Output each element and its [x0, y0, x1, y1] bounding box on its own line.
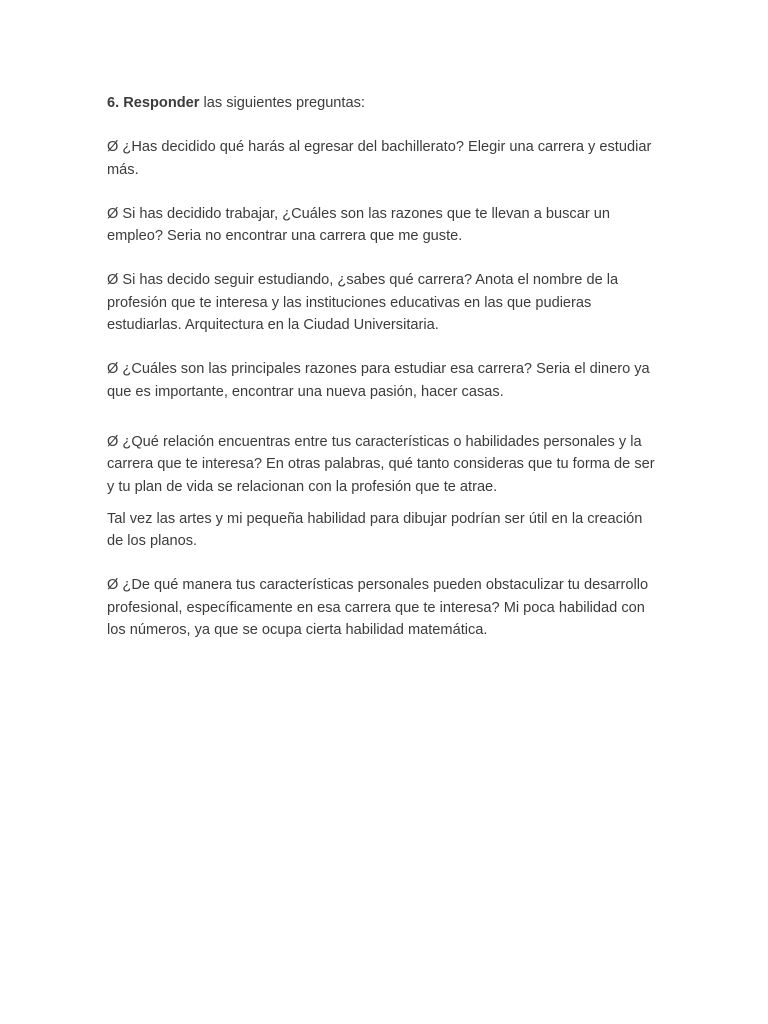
- answer-paragraph-5: Tal vez las artes y mi pequeña habilidad para dibujar podrían ser útil en la creación de los planos.: [107, 510, 643, 550]
- question-paragraph-5: Ø ¿Qué relación encuentras entre tus características o habilidades personales y la carrera que te interesa? En otras palabras, qué tanto consideras que tu forma de ser y tu plan de vida se relacionan con la profesión que te atrae.: [107, 433, 655, 495]
- heading-text: las siguientes preguntas:: [199, 95, 365, 111]
- section-heading: [107, 92, 659, 114]
- document-page: [107, 92, 659, 641]
- heading-number: 6. Responder: [107, 95, 200, 111]
- question-paragraph-6: Ø ¿De qué manera tus características personales pueden obstaculizar tu desarrollo profesional, específicamente en esa carrera que te interesa? Mi poca habilidad con los números, ya que se ocupa cierta habilidad matemática.: [107, 577, 649, 639]
- question-paragraph-3: Ø Si has decido seguir estudiando, ¿sabes qué carrera? Anota el nombre de la profesión que te interesa y las instituciones educativas en las que pudieras estudiarlas. Arquitectura en la Ciudad Universitaria.: [107, 272, 619, 334]
- question-paragraph-4: Ø ¿Cuáles son las principales razones para estudiar esa carrera? Seria el dinero ya que es importante, encontrar una nueva pasión, hacer casas.: [107, 361, 650, 400]
- question-paragraph-1: Ø ¿Has decidido qué harás al egresar del bachillerato? Elegir una carrera y estudiar más.: [107, 139, 652, 178]
- question-paragraph-2: Ø Si has decidido trabajar, ¿Cuáles son las razones que te llevan a buscar un empleo? Seria no encontrar una carrera que me guste.: [107, 205, 610, 245]
